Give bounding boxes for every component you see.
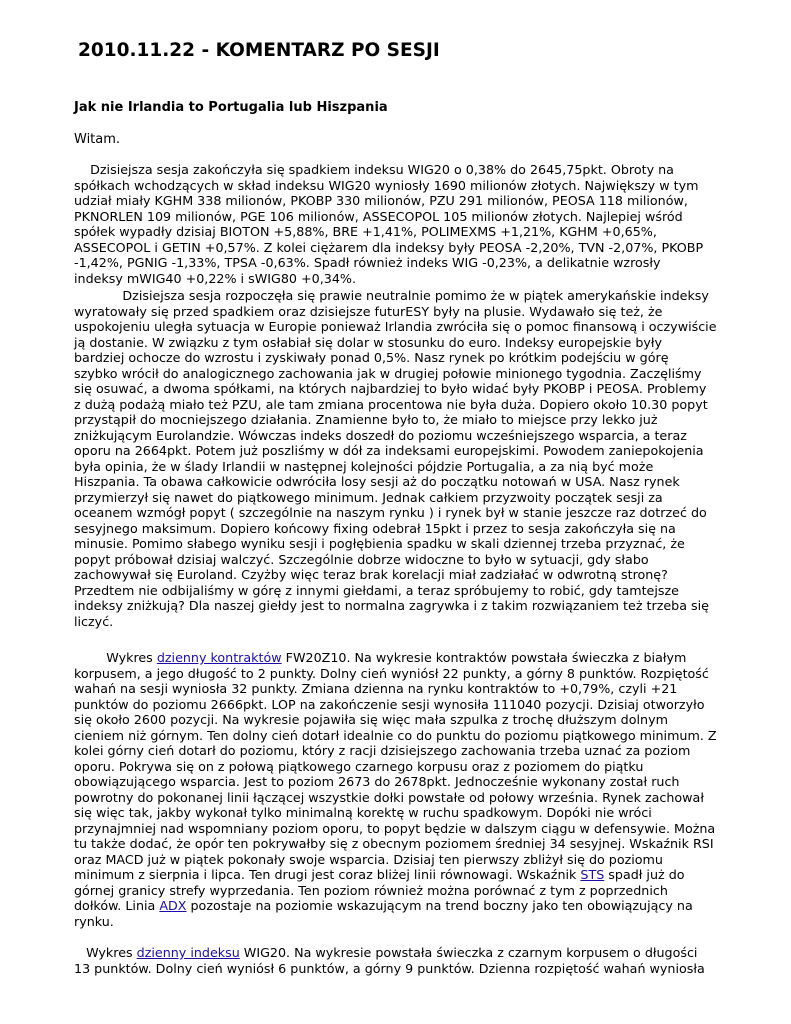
paragraph-session-course bbox=[74, 288, 734, 629]
text-line: 13 punktów. Dolny cień wyniósł 6 punktów, a górny 9 punktów. Dzienna rozpiętość wahań wyniosła bbox=[74, 960, 705, 976]
text-line: oporu na 2664pkt. Potem już poszliśmy w dół za indeksami europejskimi. Powodem zaniepokojenia bbox=[74, 443, 704, 458]
text-line: Przedtem nie odbijaliśmy w górę z innymi giełdami, a teraz spróbujemy to robić, gdy tamtejsze bbox=[74, 582, 679, 598]
text-line: górnej granicy strefy wyprzedania. Ten poziom również można porównać z tym z poprzednich bbox=[74, 882, 668, 898]
text-segment: pozostaje na poziomie wskazującym na trend boczny jako ten obowiązujący na bbox=[186, 898, 693, 913]
text-line bbox=[74, 867, 734, 883]
link-adx[interactable]: ADX bbox=[159, 898, 187, 913]
text-segment: FW20Z10. Na wykresie kontraktów powstała świeczka z białym bbox=[281, 650, 687, 665]
text-line: PKNORLEN 109 milionów, PGE 106 milionów, ASSECOPOL 105 milionów złotych. Najlepiej wśród bbox=[74, 208, 683, 224]
text-line: przystąpił do mocniejszego działania. Znamienne było to, że miało to miejsce przy lekko już bbox=[74, 412, 658, 427]
text-line: -1,42%, PGNIG -1,33%, TPSA -0,63%. Spadł również indeks WIG -0,23%, a delikatnie wzrosły bbox=[74, 255, 661, 270]
text-line: cieniem niż górnym. Ten dolny cień dotarł idealnie co do punktu do poziomu piątkowego minimum. Z bbox=[74, 727, 717, 743]
text-line: udział miały KGHM 338 milionów, PKOBP 330 milionów, PZU 291 milionów, PEOSA 118 milionów, bbox=[74, 193, 688, 208]
text-line: Dzisiejsza sesja rozpoczęła się prawie neutralnie pomimo że w piątek amerykańskie indeksy bbox=[74, 288, 709, 303]
text-line: z dużą podażą miało też PZU, ale tam zmiana procentowa nie była duża. Dopiero około 10.30 popyt bbox=[74, 396, 708, 412]
text-segment: spadł już do bbox=[604, 867, 685, 882]
paragraph-index-chart bbox=[74, 945, 734, 976]
text-line: liczyć. bbox=[74, 613, 114, 629]
text-line bbox=[74, 650, 734, 666]
text-line: spółek wypadły dzisiaj BIOTON +5,88%, BRE +1,41%, POLIMEXMS +1,21%, KGHM +0,65%, bbox=[74, 224, 657, 239]
text-line: popyt próbował dzisiaj walczyć. Szczególnie dobrze widoczne to było w sytuacji, gdy słabo bbox=[74, 551, 649, 567]
text-line: się osuwać, a dwoma spółkami, na których najbardziej to było widać były PKOBP i PEOSA. Problemy bbox=[74, 381, 707, 396]
text-line: obowiązującego wsparcia. Jest to poziom 2673 do 2678pkt. Jednocześnie wykonany został ruch bbox=[74, 774, 680, 789]
text-line: się więc tak, jakby wykonał tylko minimalną korektę w ruchu spadkowym. Dopóki nie wróci bbox=[74, 805, 652, 820]
text-line: tu także dodać, że opór ten pokrywałby się z obecnym poziomem średniej 34 sesyjnej. Wskaźnik RSI bbox=[74, 836, 714, 851]
text-line: uspokojeniu uległa sytuacja w Europie ponieważ Irlandia zwróciła się o pomoc finansową i oczywiście bbox=[74, 319, 717, 334]
text-line: wahań na sesji wyniosła 32 punkty. Zmiana dzienna na rynku kontraktów to +0,79%, czyli +21 bbox=[74, 681, 678, 696]
text-line: indeksy mWIG40 +0,22% i sWIG80 +0,34%. bbox=[74, 270, 356, 286]
paragraph-session-summary bbox=[74, 162, 734, 286]
text-line: kolei górny cień dotarł do poziomu, który z racji dzisiejszego zachowania trzeba uznać za poziom bbox=[74, 743, 691, 758]
text-line: rynku. bbox=[74, 913, 114, 929]
link-daily-futures-chart[interactable]: dzienny kontraktów bbox=[156, 650, 282, 665]
text-line: szybko wrócił do analogicznego zachowania jak w drugiej połowie minionego tygodnia. Zaczęliśmy bbox=[74, 365, 702, 381]
text-line: zniżkującym Eurolandzie. Wówczas indeks doszedł do poziomu wcześniejszego wsparcia, a teraz bbox=[74, 427, 687, 443]
text-line: się około 2600 pozycji. Na wykresie pojawiła się więc mała szpulka z trochę dłuższym dolnym bbox=[74, 712, 668, 727]
greeting: Witam. bbox=[74, 132, 121, 147]
text-line: Hiszpania. Ta obawa całkowicie odwróciła losy sesji aż do początku notowań w USA. Nasz rynek bbox=[74, 474, 680, 489]
text-line: oraz MACD już w piątek pokonały swoje wsparcia. Dzisiaj ten pierwszy zbliżył się do poziomu bbox=[74, 851, 663, 867]
text-line: zachowywał się Euroland. Czyżby więc teraz brak korelacji miał zadziałać w odwrotną stronę? bbox=[74, 567, 668, 582]
text-line: oporu. Pokrywa się on z połową piątkowego czarnego korpusu oraz z poziomem do piątku bbox=[74, 758, 644, 774]
link-sts[interactable]: STS bbox=[580, 867, 605, 882]
text-segment: WIG20. Na wykresie powstała świeczka z czarnym korpusem o długości bbox=[239, 945, 698, 960]
paragraph-futures-chart bbox=[74, 650, 734, 929]
text-line: ją dostanie. W związku z tym osłabiał się dolar w stosunku do euro. Indeksy europejskie były bbox=[74, 334, 662, 350]
text-segment: Wykres bbox=[74, 650, 157, 665]
text-line: ASSECOPOL i GETIN +0,57%. Z kolei ciężarem dla indeksy były PEOSA -2,20%, TVN -2,07%, PKOBP bbox=[74, 239, 704, 255]
text-line bbox=[74, 945, 734, 961]
text-line: punktów do poziomu 2666pkt. LOP na zakończenie sesji wynosiła 111040 pozycji. Dzisiaj otworzyło bbox=[74, 696, 705, 712]
text-line: wyratowały się przed spadkiem oraz dzisiejsze futurESY były na plusie. Wydawało się też, że bbox=[74, 303, 663, 319]
text-line: oceanem wzmógł popyt ( szczególnie na naszym rynku ) i rynek był w stanie jeszcze raz dotrzeć do bbox=[74, 505, 707, 520]
text-segment: minimum z sierpnia i lipca. Ten drugi jest coraz bliżej linii równowagi. Wskaźnik bbox=[74, 867, 581, 882]
text-line: sesyjnego maksimum. Dopiero końcowy fixing odebrał 15pkt i przez to sesja zakończyła się na bbox=[74, 520, 676, 536]
text-segment: dołków. Linia bbox=[74, 898, 160, 913]
text-line: była opinia, że w ślady Irlandii w następnej kolejności pójdzie Portugalia, a za nią być może bbox=[74, 458, 654, 474]
text-line: korpusem, a jego długość to 2 punkty. Dolny cień wyniósł 22 punkty, a górny 8 punktów. Rozpiętość bbox=[74, 665, 709, 681]
text-line: spółkach wchodzących w skład indeksu WIG20 wyniosły 1690 milionów złotych. Największy w tym bbox=[74, 177, 699, 193]
text-line: bardziej ochocze do wzrostu i zyskiwały ponad 0,5%. Nasz rynek po krótkim podejściu w górę bbox=[74, 350, 669, 365]
text-line: przynajmniej nad wspomniany poziom oporu, to popyt będzie w dalszym ciągu w defensywie. Można bbox=[74, 820, 716, 836]
text-segment: Wykres bbox=[74, 945, 137, 960]
link-daily-index-chart[interactable]: dzienny indeksu bbox=[136, 945, 240, 960]
article-subtitle: Jak nie Irlandia to Portugalia lub Hiszpania bbox=[74, 100, 388, 115]
text-line: minusie. Pomimo słabego wyniku sesji i pogłębienia spadku w skali dziennej trzeba przyznać, że bbox=[74, 536, 685, 551]
text-line: Dzisiejsza sesja zakończyła się spadkiem indeksu WIG20 o 0,38% do 2645,75pkt. Obroty na bbox=[74, 162, 674, 177]
page-title: 2010.11.22 - KOMENTARZ PO SESJI bbox=[78, 40, 440, 61]
text-line: indeksy zniżkują? Dla naszej giełdy jest to normalna zagrywka i z takim rozwiązaniem też trzeba się bbox=[74, 598, 709, 613]
text-line bbox=[74, 898, 734, 914]
text-line: przymierzył się nawet do piątkowego minimum. Jednak całkiem przyzwoity początek sesji za bbox=[74, 489, 663, 505]
text-line: powrotny do pokonanej linii łączącej wszystkie dołki powstałe od połowy września. Rynek zachował bbox=[74, 789, 704, 805]
